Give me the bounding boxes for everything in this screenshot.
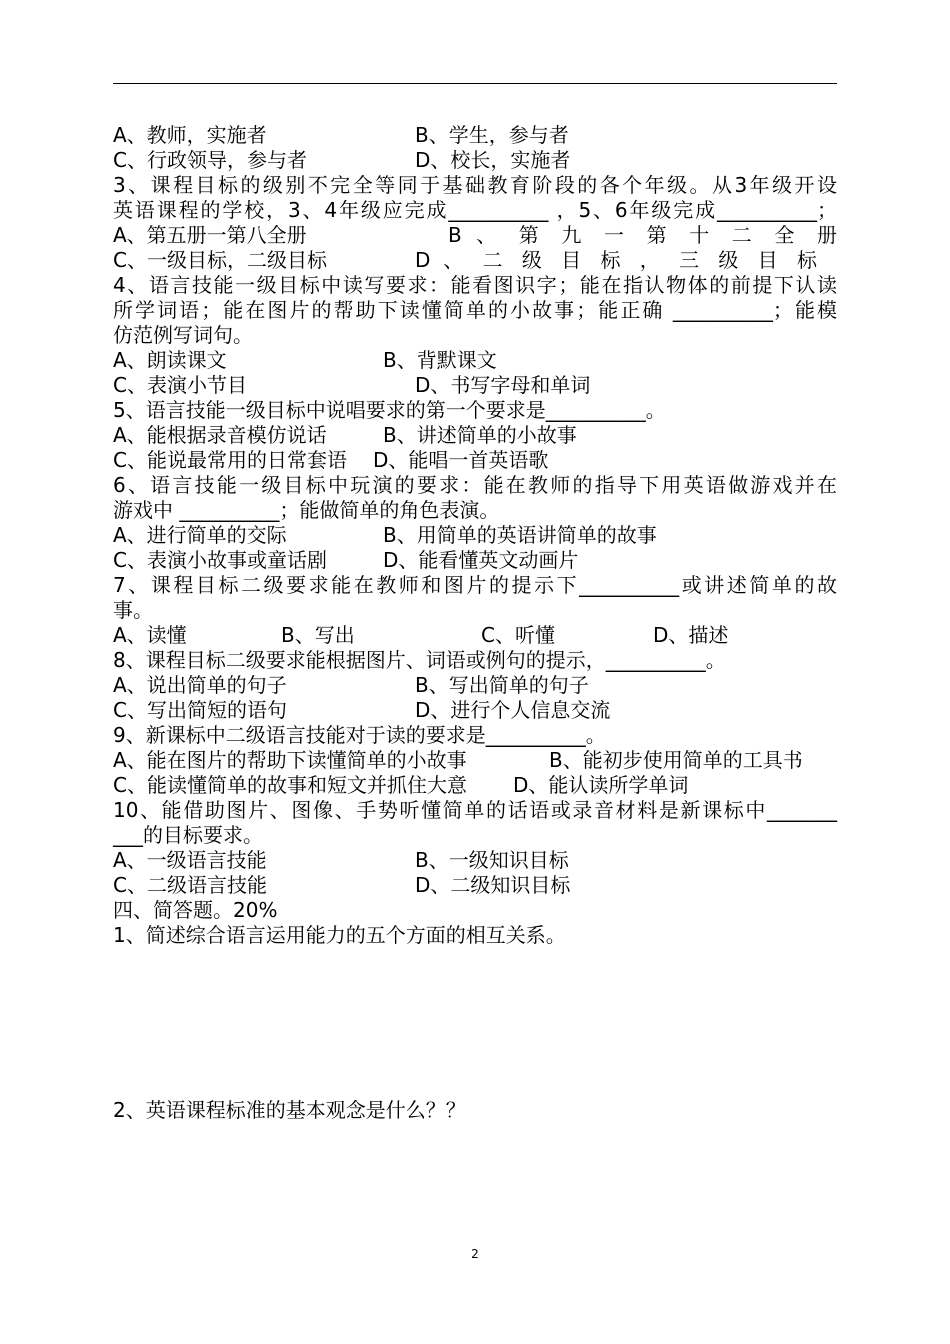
option-b: B、讲述简单的小故事 [383, 423, 577, 447]
option-row [113, 248, 837, 273]
question-10-line: 10、能借助图片、图像、手势听懂简单的话语或录音材料是新课标中_______ [113, 798, 837, 822]
option-a: A、教师，实施者 [113, 123, 267, 147]
option-c: C、写出简短的语句 [113, 698, 287, 722]
question-3-line: 3、课程目标的级别不完全等同于基础教育阶段的各个年级。从3年级开设 [113, 173, 837, 197]
short-answer-question-2: 2、英语课程标准的基本观念是什么？？ [113, 1098, 466, 1122]
question-4-line: 所学词语；能在图片的帮助下读懂简单的小故事；能正确 __________；能模 [113, 298, 837, 322]
option-a: A、读懂 [113, 623, 187, 647]
option-c: C、一级目标，二级目标 [113, 248, 327, 272]
option-row [113, 523, 837, 548]
option-row [113, 548, 837, 573]
option-d: D、能认读所学单词 [513, 773, 689, 797]
question-8-line: 8、课程目标二级要求能根据图片、词语或例句的提示，__________。 [113, 648, 726, 672]
question-7-line: 事。 [113, 598, 153, 622]
question-10-line: ___的目标要求。 [113, 823, 263, 847]
option-row [113, 348, 837, 373]
header-rule [113, 83, 837, 84]
option-a: A、进行简单的交际 [113, 523, 287, 547]
option-b: B、学生，参与者 [415, 123, 569, 147]
option-row [113, 748, 837, 773]
option-row [113, 223, 837, 248]
option-row [113, 623, 837, 648]
option-d: D、二级知识目标 [415, 873, 571, 897]
short-answer-question-1: 1、简述综合语言运用能力的五个方面的相互关系。 [113, 923, 566, 947]
question-9-line: 9、新课标中二级语言技能对于读的要求是__________。 [113, 723, 606, 747]
option-row [113, 698, 837, 723]
option-c: C、听懂 [481, 623, 555, 647]
option-d: D 、 二 级 目 标 ， 三 级 目 标 [415, 248, 817, 272]
option-row [113, 123, 837, 148]
option-row [113, 773, 837, 798]
option-row [113, 673, 837, 698]
option-d: D、描述 [653, 623, 729, 647]
option-b: B 、 第 九 一 第 十 二 全 册 [448, 223, 837, 247]
option-a: A、能在图片的帮助下读懂简单的小故事 [113, 748, 467, 772]
option-c: C、行政领导，参与者 [113, 148, 307, 172]
option-row [113, 373, 837, 398]
question-6-line: 游戏中 __________；能做简单的角色表演。 [113, 498, 500, 522]
option-d: D、进行个人信息交流 [415, 698, 611, 722]
option-b: B、写出简单的句子 [415, 673, 589, 697]
option-b: B、用简单的英语讲简单的故事 [383, 523, 657, 547]
question-5-line: 5、语言技能一级目标中说唱要求的第一个要求是__________。 [113, 398, 666, 422]
option-b: B、背默课文 [383, 348, 497, 372]
option-b: B、写出 [281, 623, 355, 647]
option-b: B、能初步使用简单的工具书 [549, 748, 803, 772]
option-d: D、能唱一首英语歌 [373, 448, 549, 472]
question-3-line: 英语课程的学校，3、4年级应完成__________ ，5、6年级完成__________； [113, 198, 837, 222]
option-c: C、能读懂简单的故事和短文并抓住大意 [113, 773, 467, 797]
option-d: D、能看懂英文动画片 [383, 548, 579, 572]
option-row [113, 448, 837, 473]
option-a: A、第五册一第八全册 [113, 223, 307, 247]
option-d: D、校长，实施者 [415, 148, 571, 172]
question-6-line: 6、语言技能一级目标中玩演的要求：能在教师的指导下用英语做游戏并在 [113, 473, 837, 497]
option-a: A、一级语言技能 [113, 848, 267, 872]
option-d: D、书写字母和单词 [415, 373, 591, 397]
option-c: C、表演小节目 [113, 373, 247, 397]
page-number: 2 [471, 1247, 479, 1261]
option-c: C、能说最常用的日常套语 [113, 448, 347, 472]
question-4-line: 4、语言技能一级目标中读写要求：能看图识字；能在指认物体的前提下认读 [113, 273, 837, 297]
option-row [113, 848, 837, 873]
option-c: C、二级语言技能 [113, 873, 267, 897]
option-row [113, 873, 837, 898]
option-row [113, 423, 837, 448]
option-b: B、一级知识目标 [415, 848, 569, 872]
option-row [113, 148, 837, 173]
option-a: A、朗读课文 [113, 348, 227, 372]
section-title: 四、简答题。20% [113, 898, 278, 922]
question-7-line: 7、课程目标二级要求能在教师和图片的提示下__________或讲述简单的故 [113, 573, 837, 597]
option-a: A、说出简单的句子 [113, 673, 287, 697]
option-a: A、能根据录音模仿说话 [113, 423, 327, 447]
question-4-line: 仿范例写词句。 [113, 323, 253, 347]
option-c: C、表演小故事或童话剧 [113, 548, 327, 572]
